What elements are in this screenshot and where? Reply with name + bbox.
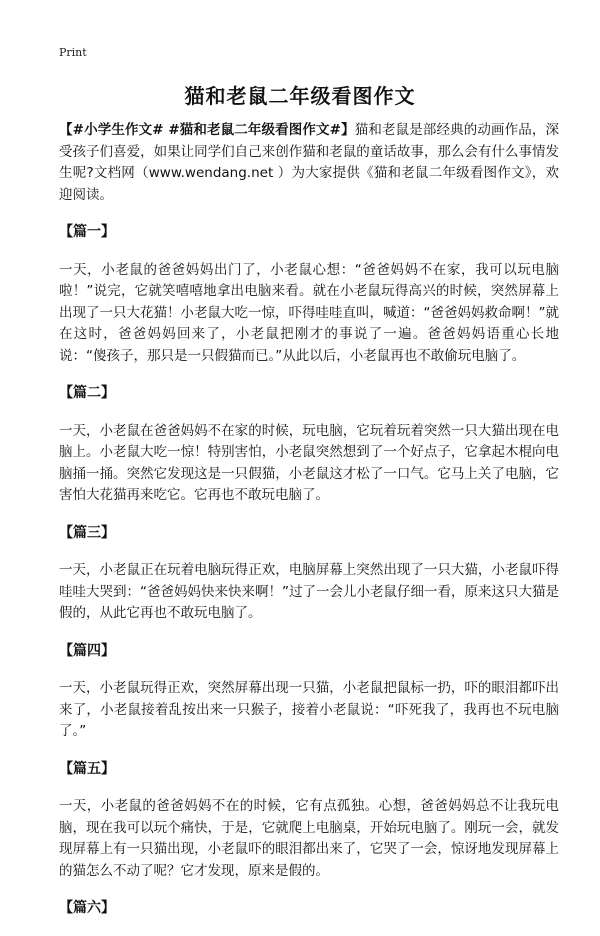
section-2 [59, 383, 559, 507]
section-body: 一天，小老鼠正在玩着电脑玩得正欢，电脑屏幕上突然出现了一只大猫，小老鼠吓得哇哇大哭到：“爸爸妈妈快来快来啊！”过了一会儿小老鼠仔细一看，原来这只大猫是假的，从此它再也不敢玩电脑了。 [59, 562, 559, 621]
section-body: 一天，小老鼠玩得正欢，突然屏幕出现一只猫，小老鼠把鼠标一扔，吓的眼泪都吓出来了，小老鼠接着乱按出来一只猴子，接着小老鼠说：“吓死我了，我再也不玩电脑了。” [59, 680, 559, 739]
section-3 [59, 523, 559, 625]
intro-text: 猫和老鼠是部经典的动画作品，深受孩子们喜爱，如果让同学们自己来创作猫和老鼠的童话故事，那么会有什么事情发生呢?文档网（www.wendang.net ）为大家提供《猫和老鼠二年级看图作文》，欢迎阅读。 [59, 122, 560, 203]
intro-paragraph [59, 120, 559, 206]
section-4 [59, 641, 559, 743]
section-heading: 【篇五】 [59, 760, 115, 777]
intro-tag: 【#小学生作文# #猫和老鼠二年级看图作文#】 [59, 122, 355, 138]
document-content [59, 120, 559, 936]
section-heading: 【篇一】 [59, 224, 115, 240]
section-5 [59, 759, 559, 883]
section-heading: 【篇六】 [59, 900, 115, 916]
section-heading: 【篇四】 [59, 642, 115, 659]
section-heading: 【篇二】 [59, 385, 115, 401]
section-body: 一天，小老鼠的爸爸妈妈不在的时候，它有点孤独。心想，爸爸妈妈总不让我玩电脑，现在我可以玩个痛快，于是，它就爬上电脑桌，开始玩电脑了。刚玩一会，就发现屏幕上有一只猫出现，小老鼠吓的眼泪都出来了，它哭了一会，惊讶地发现屏幕上的猫怎么不动了呢？它才发现，原来是假的。 [59, 798, 559, 879]
section-heading: 【篇三】 [59, 524, 115, 541]
section-body: 一天，小老鼠在爸爸妈妈不在家的时候，玩电脑，它玩着玩着突然一只大猫出现在电脑上。小老鼠大吃一惊！特别害怕，小老鼠突然想到了一个好点子，它拿起木棍向电脑捅一捅。突然它发现这是一只假猫，小老鼠这才松了一口气。它马上关了电脑，它害怕大花猫再来吃它。它再也不敢玩电脑了。 [59, 422, 559, 503]
section-1 [59, 222, 559, 367]
section-body: 一天，小老鼠的爸爸妈妈出门了，小老鼠心想：“爸爸妈妈不在家，我可以玩电脑啦！”说完，它就笑嘻嘻地拿出电脑来看。就在小老鼠玩得高兴的时候，突然屏幕上出现了一只大花猫！小老鼠大吃一惊，吓得哇哇直叫，喊道：“爸爸妈妈救命啊！”就在这时，爸爸妈妈回来了，小老鼠把刚才的事说了一遍。爸爸妈妈语重心长地说：“傻孩子，那只是一只假猫而已。”从此以后，小老鼠再也不敢偷玩电脑了。 [59, 261, 559, 364]
print-label: Print [59, 46, 87, 59]
section-6 [59, 898, 559, 920]
page-title: 猫和老鼠二年级看图作文 [184, 84, 416, 108]
